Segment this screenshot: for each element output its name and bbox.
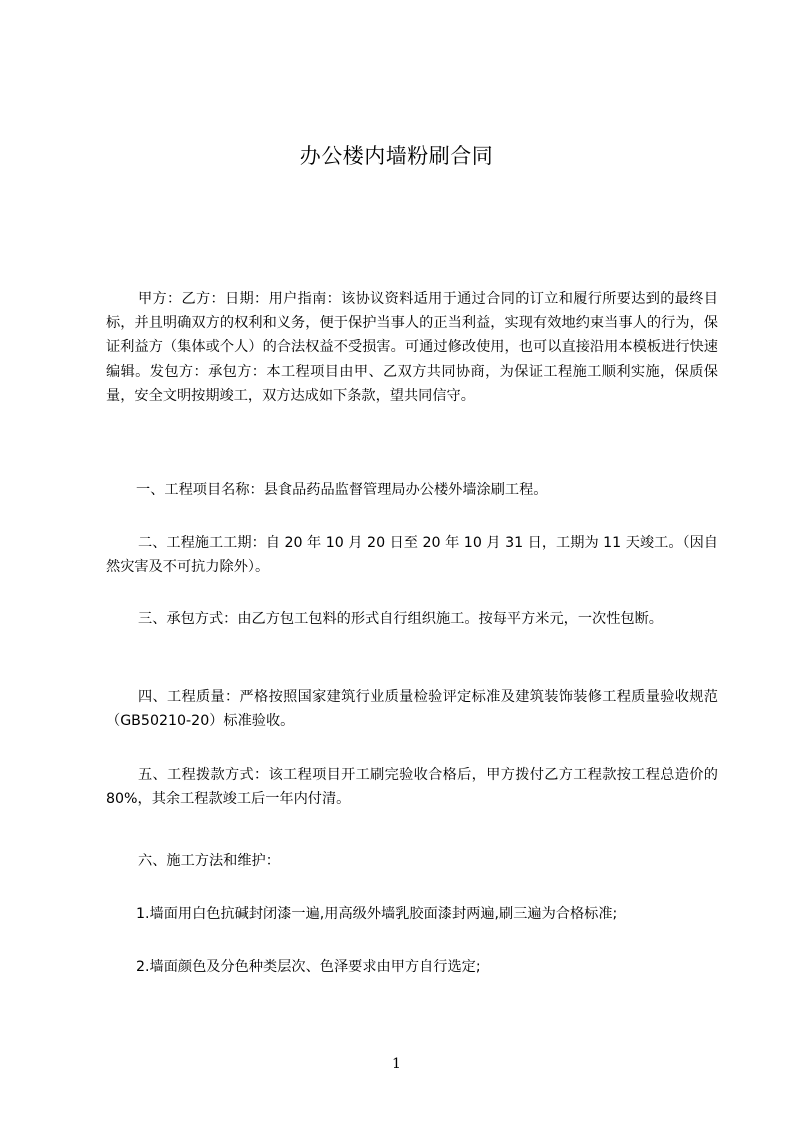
- clause-payment: 五、工程拨款方式：该工程项目开工刷完验收合格后，甲方拨付乙方工程款按工程总造价的 80%，其余工程款竣工后一年内付清。: [106, 767, 718, 808]
- intro-paragraph: 甲方：乙方：日期：用户指南：该协议资料适用于通过合同的订立和履行所要达到的最终目标，并且明确双方的权利和义务，便于保护当事人的正当利益，实现有效地约束当事人的行为，保证利益方（集体或个人）的合法权益不受损害。可通过修改使用，也可以直接沿用本模板进行快速编辑。发包方：承包方：本工程项目由甲、乙双方共同协商，为保证工程施工顺利实施，保质保量，安全文明按期竣工，双方达成如下条款，望共同信守。: [106, 291, 718, 404]
- clause-method-item-2: 2.墙面颜色及分色种类层次、色泽要求由甲方自行选定;: [136, 959, 481, 975]
- document-title: 办公楼内墙粉刷合同: [299, 144, 494, 168]
- clause-quality: 四、工程质量：严格按照国家建筑行业质量检验评定标准及建筑装饰装修工程质量验收规范（GB50210-20）标准验收。: [106, 689, 718, 730]
- page-number: 1: [392, 1056, 401, 1072]
- clause-construction-period: 二、工程施工工期：自 20 年 10 月 20 日至 20 年 10 月 31 日，工期为 11 天竣工。（因自然灾害及不可抗力除外）。: [106, 535, 718, 576]
- clause-project-name: 一、工程项目名称：县食品药品监督管理局办公楼外墙涂刷工程。: [136, 482, 548, 498]
- clause-method-heading: 六、施工方法和维护：: [138, 853, 280, 869]
- clause-method-item-1: 1.墙面用白色抗碱封闭漆一遍,用高级外墙乳胶面漆封两遍,刷三遍为合格标准;: [136, 906, 618, 922]
- clause-contract-method: 三、承包方式：由乙方包工包料的形式自行组织施工。按每平方米元，一次性包断。: [138, 611, 663, 627]
